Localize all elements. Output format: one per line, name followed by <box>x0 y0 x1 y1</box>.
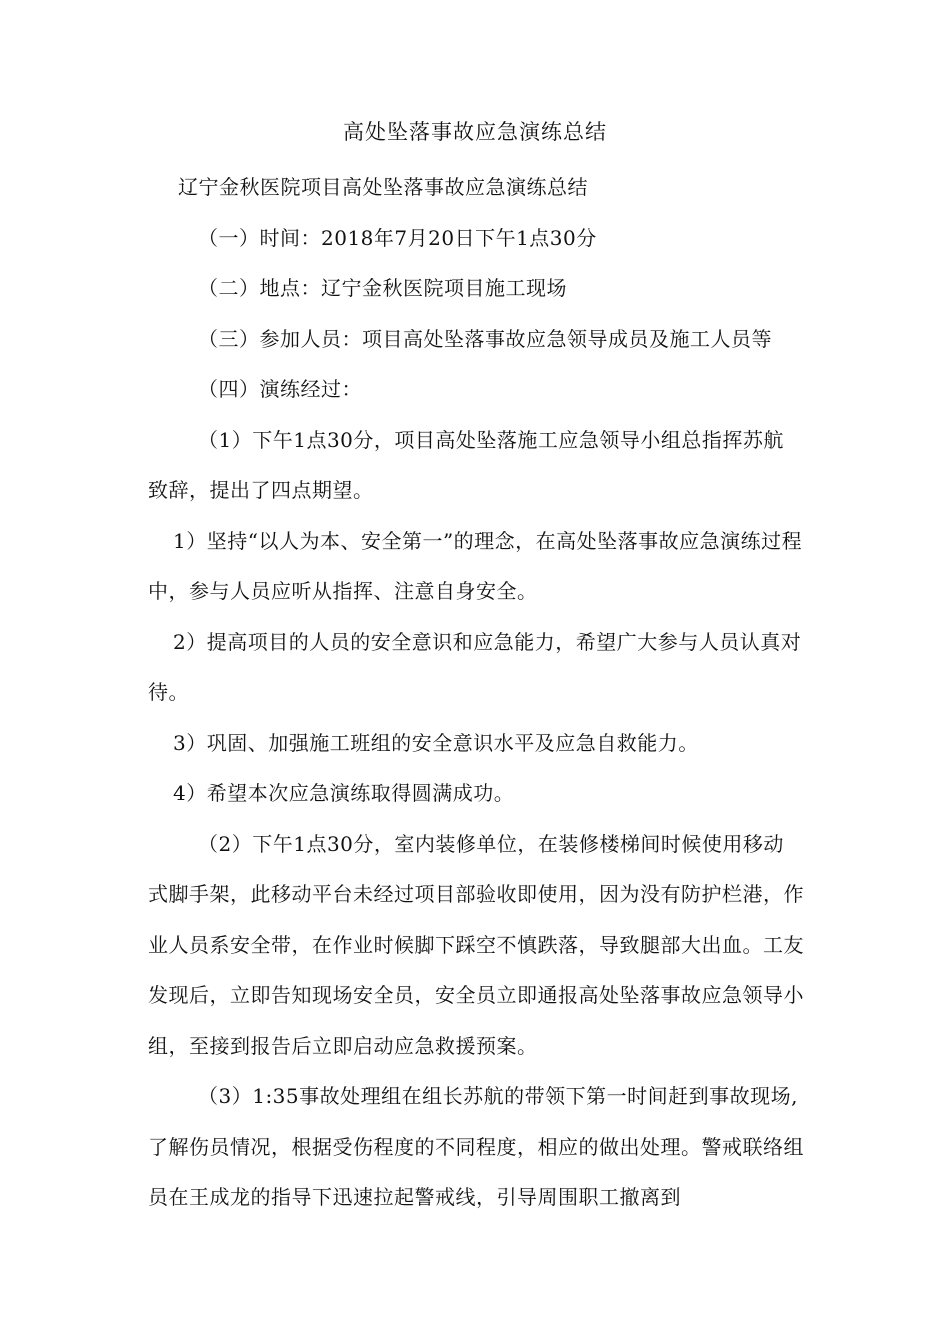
expectation-2: 2）提高项目的人员的安全意识和应急能力，希望广大参与人员认真对待。 <box>148 629 802 704</box>
document-body <box>148 162 804 1223</box>
expectation-1: 1）坚持“以人为本、安全第一”的理念，在高处坠落事故应急演练过程中，参与人员应听从指挥、注意自身安全。 <box>148 528 803 603</box>
section-time: （一）时间：2018年7月20日下午1点30分 <box>198 225 597 250</box>
drill-step-1: （1）下午1点30分，项目高处坠落施工应急领导小组总指挥苏航致辞，提出了四点期望。 <box>148 427 784 502</box>
section-location: （二）地点：辽宁金秋医院项目施工现场 <box>198 276 567 300</box>
document-title: 高处坠落事故应急演练总结 <box>343 120 607 144</box>
project-subtitle: 辽宁金秋医院项目高处坠落事故应急演练总结 <box>178 175 588 199</box>
section-drill-process: （四）演练经过： <box>198 377 362 401</box>
expectation-4: 4）希望本次应急演练取得圆满成功。 <box>173 781 515 805</box>
expectation-3: 3）巩固、加强施工班组的安全意识水平及应急自救能力。 <box>173 730 699 755</box>
section-participants: （三）参加人员：项目高处坠落事故应急领导成员及施工人员等 <box>198 326 772 351</box>
drill-step-2: （2）下午1点30分，室内装修单位，在装修楼梯间时候使用移动式脚手架，此移动平台未经过项目部验收即使用，因为没有防护栏港，作业人员系安全带，在作业时候脚下踩空不慎跌落，导致腿部大出血。工友发现后，立即告知现场安全员，安全员立即通报高处坠落事故应急领导小组，至接到报告后立即启动应急救援预案。 <box>148 831 804 1058</box>
drill-step-3: （3）1:35事故处理组在组长苏航的带领下第一时间赶到事故现场,了解伤员情况，根据受伤程度的不同程度，相应的做出处理。警戒联络组员在王成龙的指导下迅速拉起警戒线，引导周围职工撤离到 <box>148 1084 804 1209</box>
